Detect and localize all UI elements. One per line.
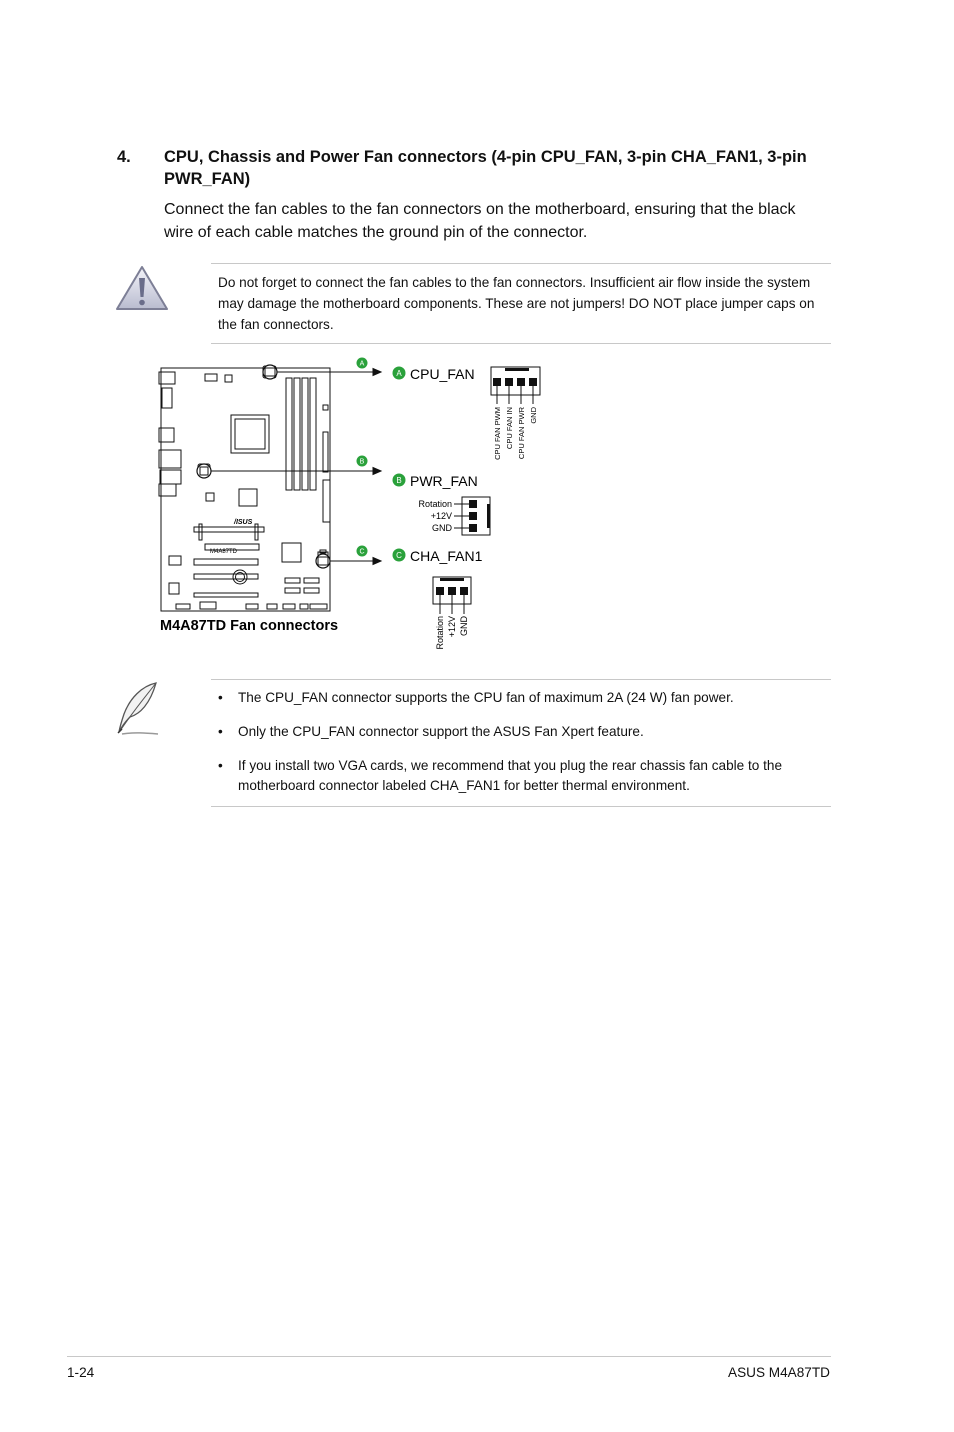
diagram-caption: M4A87TD Fan connectors bbox=[160, 618, 339, 634]
motherboard-outline bbox=[159, 366, 330, 611]
cpu-fan-pin-4: GND bbox=[529, 407, 538, 424]
cha-fan1-pin-1: Rotation bbox=[435, 616, 445, 650]
brand-logo: /ISUS bbox=[234, 519, 253, 526]
cpu-fan-connector bbox=[491, 367, 540, 404]
svg-text:A: A bbox=[396, 369, 402, 378]
bullet: • bbox=[218, 690, 223, 705]
cha-fan1-board-marker bbox=[316, 554, 330, 568]
caution-text: Do not forget to connect the fan cables to the fan connectors. Insufficient air flow inside the system may damage the motherboard components. These are not jumpers! DO NOT place jumper caps on the fan connectors. bbox=[218, 275, 815, 332]
cpu-fan-pin-1: CPU FAN PWM bbox=[493, 407, 502, 460]
bullet: • bbox=[218, 724, 223, 739]
pwr-fan-pin-2: +12V bbox=[430, 511, 452, 521]
caution-bottom-rule bbox=[211, 343, 831, 344]
cpu-fan-board-marker bbox=[263, 365, 277, 379]
notes-list bbox=[218, 688, 830, 810]
feather-pen-icon bbox=[112, 680, 162, 738]
list-item bbox=[218, 722, 830, 742]
cha-fan1-label-group bbox=[393, 548, 483, 564]
arrow-c-head bbox=[373, 558, 381, 565]
cha-fan1-connector bbox=[433, 577, 471, 614]
pwr-fan-label: PWR_FAN bbox=[410, 473, 478, 489]
cpu-fan-pin-2: CPU FAN IN bbox=[505, 407, 514, 450]
note-text: If you install two VGA cards, we recommend that you plug the rear chassis fan cable to the motherboard connector labeled CHA_FAN1 for better thermal environment. bbox=[238, 758, 783, 793]
notes-top-rule bbox=[211, 679, 831, 680]
cpu-fan-label: CPU_FAN bbox=[410, 366, 475, 382]
cha-fan1-pin-3: GND bbox=[459, 616, 469, 636]
svg-text:A: A bbox=[359, 360, 365, 368]
pwr-fan-pin-1: Rotation bbox=[418, 499, 452, 509]
pwr-fan-pin-3: GND bbox=[432, 523, 452, 533]
board-label: M4A87TD bbox=[210, 549, 238, 555]
pwr-fan-connector bbox=[454, 497, 490, 535]
note-text: Only the CPU_FAN connector support the ASUS Fan Xpert feature. bbox=[238, 724, 644, 739]
arrow-a-head bbox=[373, 369, 381, 376]
list-item bbox=[218, 756, 830, 796]
note-text: The CPU_FAN connector supports the CPU fan of maximum 2A (24 W) fan power. bbox=[238, 690, 734, 705]
page-number: 1-24 bbox=[67, 1365, 95, 1380]
svg-text:C: C bbox=[396, 551, 402, 560]
footer-rule bbox=[67, 1356, 831, 1357]
warning-triangle-icon bbox=[114, 264, 170, 312]
svg-text:B: B bbox=[396, 476, 402, 485]
svg-text:B: B bbox=[359, 458, 365, 466]
cha-fan1-pin-2: +12V bbox=[447, 616, 457, 638]
cpu-fan-label-group bbox=[393, 366, 475, 382]
list-item bbox=[218, 688, 830, 708]
product-name: ASUS M4A87TD bbox=[728, 1365, 830, 1380]
caution-top-rule bbox=[211, 263, 831, 264]
arrow-b-head bbox=[373, 468, 381, 475]
cha-fan1-label: CHA_FAN1 bbox=[410, 548, 483, 564]
fan-connector-diagram bbox=[150, 352, 570, 662]
intro-paragraph: Connect the fan cables to the fan connectors on the motherboard, ensuring that the black wire of each cable matches the ground pin of the connector. bbox=[164, 201, 796, 241]
marker-c-small bbox=[357, 546, 368, 557]
marker-a-small bbox=[357, 358, 368, 369]
cpu-fan-pin-3: CPU FAN PWR bbox=[517, 407, 526, 460]
pwr-fan-label-group bbox=[393, 473, 478, 489]
section-title: CPU, Chassis and Power Fan connectors (4-pin CPU_FAN, 3-pin CHA_FAN1, 3-pin PWR_FAN) bbox=[164, 148, 807, 188]
marker-b-small bbox=[357, 456, 368, 467]
section-number: 4. bbox=[117, 148, 131, 166]
svg-text:C: C bbox=[359, 548, 365, 556]
bullet: • bbox=[218, 758, 223, 773]
pwr-fan-board-marker bbox=[197, 464, 211, 478]
